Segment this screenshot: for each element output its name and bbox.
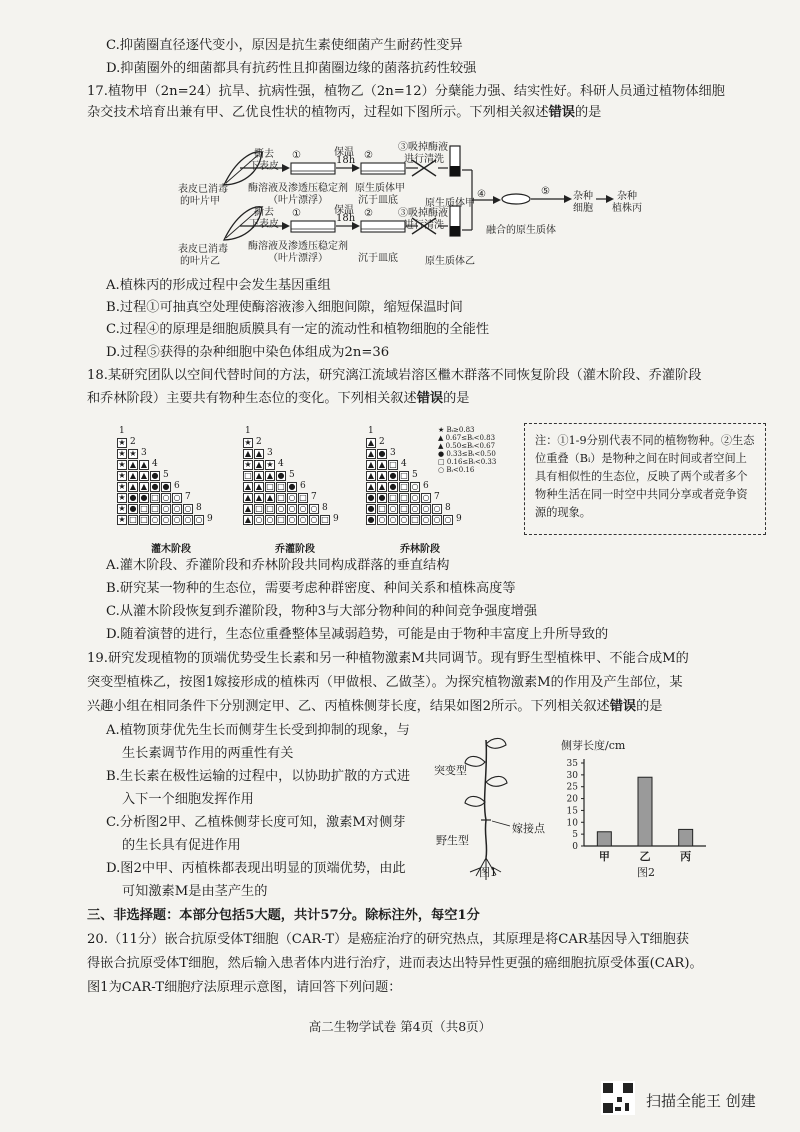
chart-ylabel: 侧芽长度/cm [561, 739, 626, 752]
label-enzyme-top: 酶溶液及渗透压稳定剂 [248, 183, 348, 194]
niche-cell: ▲ [129, 482, 137, 491]
species-number: 1 [368, 426, 374, 436]
label-hybrid-cell: 杂种 [573, 191, 593, 202]
y-tick-label: 30 [566, 770, 578, 781]
niche-cell: ● [378, 449, 386, 458]
niche-cell: ▲ [140, 460, 148, 469]
species-number: 8 [322, 503, 328, 513]
label-keep-bottom: 保温 [334, 205, 354, 216]
q19-option-a-line1: A.植物顶芽优先生长而侧芽生长受到抑制的现象，与 [106, 723, 410, 738]
q19-option-a-line2: 生长素调节作用的两重性有关 [122, 746, 294, 761]
niche-cell: ● [129, 493, 137, 502]
q17-option-c: C.过程④的原理是细胞质膜具有一定的流动性和植物细胞的全能性 [106, 322, 490, 337]
niche-cell: ▲ [255, 471, 263, 480]
niche-cell: ○ [162, 493, 170, 502]
niche-cell: ▲ [129, 471, 137, 480]
niche-cell: ● [367, 515, 375, 524]
niche-cell: ○ [389, 504, 397, 513]
label-sink-bottom: 沉于皿底 [358, 253, 398, 264]
label-step2-top: ② [364, 150, 373, 161]
niche-cell: ○ [184, 515, 192, 524]
page-footer: 高二生物学试卷 第4页（共8页） [308, 1019, 492, 1034]
niche-cell: ○ [184, 504, 192, 513]
label-tear-top: 撕去 [254, 149, 274, 160]
niche-cell: □ [400, 482, 408, 491]
species-number: 3 [390, 448, 396, 458]
legend-entry: ○ Bᵢ<0.16 [438, 466, 475, 474]
label-tear-top-2: 下表皮 [249, 161, 279, 172]
q18-stem-line1: 18.某研究团队以空间代替时间的方法，研究漓江流域岩溶区檵木群落不同恢复阶段（灌木阶段、乔灌阶段 [87, 368, 702, 383]
bar-乙 [638, 777, 652, 846]
niche-cell: ○ [266, 515, 274, 524]
legend-entry: ● 0.33≤Bᵢ<0.50 [438, 450, 496, 458]
label-step3b-top: 进行清洗 [404, 154, 444, 165]
q16-option-d: D.抑菌圈外的细菌都具有抗药性且抑菌圈边缘的菌落抗药性较强 [106, 61, 477, 76]
niche-cell: ▲ [244, 482, 252, 491]
q18-error-keyword: 错误 [416, 391, 444, 406]
niche-cell: ● [140, 493, 148, 502]
niche-cell: ○ [422, 515, 430, 524]
x-tick-label: 乙 [639, 850, 651, 863]
niche-cell: ○ [411, 493, 419, 502]
niche-cell: ★ [118, 438, 126, 447]
section3-title: 三、非选择题：本部分包括5大题，共计57分。除标注外，每空1分 [87, 908, 480, 923]
q19-stem-line2: 突变型植株乙，按图1嫁接形成的植株丙（甲做根、乙做茎）。为探究植物激素M的作用及产生部位，某 [87, 675, 683, 690]
niche-cell: □ [389, 460, 397, 469]
niche-cell: ○ [411, 504, 419, 513]
label-hybrid-plant-2: 植株丙 [612, 203, 642, 214]
niche-cell: ▲ [378, 460, 386, 469]
niche-cell: ○ [288, 504, 296, 513]
label-hybrid-plant: 杂种 [617, 191, 637, 202]
niche-cell: ○ [411, 482, 419, 491]
niche-cell: ● [389, 482, 397, 491]
label-sink-top: 沉于皿底 [358, 195, 398, 206]
label-soak-bottom: （叶片漂浮） [268, 253, 328, 264]
label-tear-bottom-2: 下表皮 [249, 219, 279, 230]
species-number: 8 [196, 503, 202, 513]
niche-cell: □ [277, 515, 285, 524]
niche-cell: ○ [310, 515, 318, 524]
niche-cell: ● [277, 471, 285, 480]
niche-cell: □ [400, 471, 408, 480]
label-step2-bottom: ② [364, 208, 373, 219]
niche-cell: ★ [118, 504, 126, 513]
niche-cell: □ [400, 493, 408, 502]
label-proto-a-2: 原生质体甲 [425, 198, 475, 209]
niche-cell: ○ [162, 504, 170, 513]
q19-error-keyword: 错误 [609, 699, 637, 714]
niche-cell: ● [129, 504, 137, 513]
q17-option-d: D.过程⑤获得的杂种细胞中染色体组成为2n=36 [106, 345, 390, 360]
q18-stem-line2: 和乔林阶段）主要共有物种生态位的变化。下列相关叙述错误的是 [87, 391, 470, 406]
species-number: 2 [379, 437, 385, 447]
niche-cell: ○ [299, 515, 307, 524]
scanner-brand: 扫描全能王 创建 [646, 1092, 756, 1110]
species-number: 9 [456, 514, 462, 524]
niche-cell: □ [400, 504, 408, 513]
species-number: 5 [289, 470, 295, 480]
y-tick-label: 15 [566, 806, 578, 817]
niche-cell: □ [151, 504, 159, 513]
label-soak-top: （叶片漂浮） [268, 195, 328, 206]
niche-cell: ○ [255, 515, 263, 524]
niche-cell: ● [367, 504, 375, 513]
niche-cell: ★ [244, 460, 252, 469]
niche-cell: ○ [173, 493, 181, 502]
y-tick-label: 25 [566, 782, 578, 793]
niche-cell: □ [266, 482, 274, 491]
niche-cell: ▲ [367, 482, 375, 491]
label-leaf-b: 表皮已消毒 [178, 244, 228, 255]
q19-option-b-line2: 入下一个细胞发挥作用 [122, 792, 254, 807]
niche-cell: ○ [422, 493, 430, 502]
niche-cell: ○ [173, 515, 181, 524]
species-number: 7 [185, 492, 191, 502]
niche-cell: □ [411, 515, 419, 524]
q20-line1: 20.（11分）嵌合抗原受体T细胞（CAR-T）是癌症治疗的研究热点，其原理是将CAR基因导入T细胞获 [87, 932, 689, 947]
niche-cell: ★ [118, 515, 126, 524]
species-number: 2 [256, 437, 262, 447]
niche-cell: □ [321, 515, 329, 524]
niche-cell: ▲ [244, 493, 252, 502]
niche-cell: ★ [118, 460, 126, 469]
niche-cell: ● [378, 493, 386, 502]
niche-cell: ○ [444, 515, 452, 524]
q17-stem-line1: 17.植物甲（2n=24）抗旱、抗病性强，植物乙（2n=12）分蘖能力强、结实性好。科研人员通过植物体细胞 [87, 84, 725, 99]
niche-cell: ▲ [244, 504, 252, 513]
niche-cell: □ [277, 493, 285, 502]
niche-cell: ○ [310, 504, 318, 513]
niche-cell: □ [129, 515, 137, 524]
niche-cell: □ [378, 504, 386, 513]
niche-cell: ○ [162, 515, 170, 524]
niche-cell: ○ [422, 504, 430, 513]
label-fused: 融合的原生质体 [486, 225, 556, 236]
species-number: 5 [163, 470, 169, 480]
qr-code-icon [601, 1081, 635, 1115]
q19-option-d-line1: D.图2中甲、丙植株都表现出明显的顶端优势，由此 [106, 861, 406, 876]
niche-cell: □ [151, 493, 159, 502]
niche-cell: ● [367, 493, 375, 502]
q19-option-c-line1: C.分析图2甲、乙植株侧芽长度可知，激素M对侧芽 [106, 815, 406, 830]
y-tick-label: 35 [566, 759, 578, 769]
q18-option-c: C.从灌木阶段恢复到乔灌阶段，物种3与大部分物种间的种间竞争强度增强 [106, 604, 538, 619]
species-number: 5 [412, 470, 418, 480]
species-number: 6 [423, 481, 429, 491]
q16-option-c: C.抑菌圈直径逐代变小，原因是抗生素使细菌产生耐药性变异 [106, 38, 463, 53]
niche-cell: ▲ [255, 449, 263, 458]
niche-cell: ▲ [140, 471, 148, 480]
niche-cell: ▲ [266, 493, 274, 502]
species-number: 7 [311, 492, 317, 502]
niche-cell: ▲ [140, 482, 148, 491]
q18-note: 注：①1-9分别代表不同的植物物种。②生态位重叠（Bᵢ）是物种之间在时间或者空间上具有相似性的生态位，反映了两个或者多个物种生活在同一时空中共同分享或者竞争资源的现象。 [524, 423, 766, 535]
species-number: 4 [401, 459, 407, 469]
niche-cell: ★ [244, 438, 252, 447]
q17-error-keyword: 错误 [548, 105, 575, 120]
niche-cell: ▲ [367, 471, 375, 480]
niche-cell: □ [266, 504, 274, 513]
niche-cell: □ [277, 482, 285, 491]
fig1-caption: 图1 [479, 866, 497, 879]
y-tick-label: 5 [572, 830, 578, 841]
niche-cell: ▲ [255, 482, 263, 491]
x-tick-label: 甲 [598, 850, 610, 863]
niche-cell: ▲ [378, 482, 386, 491]
niche-cell: □ [244, 471, 252, 480]
stage-label-tree-shrub: 乔灌阶段 [275, 544, 315, 555]
stage-label-tree: 乔林阶段 [400, 544, 440, 555]
legend-entry: ▲ 0.67≤Bᵢ<0.83 [438, 434, 496, 442]
species-number: 1 [245, 426, 251, 436]
species-number: 1 [119, 426, 125, 436]
niche-cell: ○ [277, 504, 285, 513]
species-number: 6 [174, 481, 180, 491]
q19-option-c-line2: 的生长具有促进作用 [122, 838, 241, 853]
q18-option-d: D.随着演替的进行，生态位重叠整体呈减弱趋势，可能是由于物种丰富度上升所导致的 [106, 627, 609, 642]
y-tick-label: 0 [572, 842, 578, 852]
q19-stem-line3: 兴趣小组在相同条件下分别测定甲、乙、丙植株侧芽长度，结果如图2所示。下列相关叙述错误的是 [87, 699, 663, 714]
niche-cell: ○ [195, 515, 203, 524]
niche-cell: ▲ [367, 460, 375, 469]
species-number: 2 [130, 437, 136, 447]
label-keep-bottom-2: 18h [336, 213, 356, 224]
niche-cell: □ [140, 515, 148, 524]
q20-line3: 图1为CAR-T细胞疗法原理示意图，请回答下列问题： [87, 980, 402, 995]
niche-cell: ○ [433, 515, 441, 524]
niche-cell: ○ [288, 493, 296, 502]
chart-caption: 图2 [637, 866, 655, 879]
species-number: 3 [141, 448, 147, 458]
niche-cell: ★ [266, 460, 274, 469]
species-number: 9 [333, 514, 339, 524]
niche-cell: □ [389, 493, 397, 502]
species-number: 7 [434, 492, 440, 502]
niche-cell: ○ [433, 504, 441, 513]
fig1-mutant-label: 突变型 [434, 764, 467, 777]
legend-entry: ▲ 0.50≤Bᵢ<0.67 [438, 442, 496, 450]
x-tick-label: 丙 [680, 850, 692, 863]
label-hybrid-cell-2: 细胞 [573, 203, 593, 214]
niche-cell: ○ [299, 504, 307, 513]
label-step1-top: ① [292, 150, 301, 161]
label-step3-top: ③吸掉酶液 [398, 142, 448, 153]
niche-cell: ▲ [244, 449, 252, 458]
niche-cell: ▲ [255, 493, 263, 502]
label-step3-bottom: ③吸掉酶液 [398, 208, 448, 219]
q19-stem-line1: 19.研究发现植物的顶端优势受生长素和另一种植物激素M共同调节。现有野生型植株甲、不能合成M的 [87, 651, 689, 666]
niche-cell: ★ [118, 482, 126, 491]
niche-cell: ● [151, 471, 159, 480]
species-number: 4 [152, 459, 158, 469]
legend-entry: ★ Bᵢ≥0.83 [438, 426, 475, 434]
y-tick-label: 10 [566, 818, 578, 829]
label-leaf-b-2: 的叶片乙 [180, 256, 220, 267]
niche-cell: ★ [118, 449, 126, 458]
fig1-graft-label: 嫁接点 [512, 822, 545, 835]
niche-cell: ▲ [367, 438, 375, 447]
species-number: 9 [207, 514, 213, 524]
label-keep-top-2: 18h [336, 155, 356, 166]
niche-cell: □ [299, 493, 307, 502]
q17-option-a: A.植株丙的形成过程中会发生基因重组 [106, 278, 331, 293]
legend-entry: □ 0.16≤Bᵢ<0.33 [438, 458, 497, 466]
label-proto-a: 原生质体甲 [355, 183, 405, 194]
fig1-wild-label: 野生型 [436, 834, 469, 847]
niche-cell: ○ [173, 504, 181, 513]
niche-cell: □ [140, 504, 148, 513]
niche-cell: ▲ [367, 449, 375, 458]
bar-丙 [679, 829, 693, 846]
niche-cell: □ [255, 504, 263, 513]
niche-cell: ● [389, 471, 397, 480]
label-enzyme-bottom: 酶溶液及渗透压稳定剂 [248, 241, 348, 252]
niche-cell: ▲ [266, 471, 274, 480]
niche-cell: ▲ [255, 460, 263, 469]
niche-cell: ○ [151, 515, 159, 524]
q17-option-b: B.过程①可抽真空处理使酶溶液渗入细胞间隙，缩短保温时间 [106, 300, 463, 315]
niche-cell: ○ [288, 515, 296, 524]
q18-option-a: A.灌木阶段、乔灌阶段和乔林阶段共同构成群落的垂直结构 [106, 558, 450, 573]
bar-甲 [597, 832, 611, 846]
species-number: 4 [278, 459, 284, 469]
niche-cell: ★ [118, 471, 126, 480]
q19-option-b-line1: B.生长素在极性运输的过程中，以协助扩散的方式进 [106, 769, 411, 784]
label-proto-b: 原生质体乙 [425, 256, 475, 267]
label-step3b-bottom: 进行清洗 [404, 220, 444, 231]
y-tick-label: 20 [566, 794, 578, 805]
niche-cell: ★ [129, 449, 137, 458]
species-number: 8 [445, 503, 451, 513]
label-leaf-a-2: 的叶片甲 [180, 196, 220, 207]
niche-cell: ▲ [129, 460, 137, 469]
niche-cell: ▲ [378, 471, 386, 480]
label-step4: ④ [477, 189, 486, 200]
label-tear-bottom: 撕去 [254, 207, 274, 218]
niche-cell: ● [288, 482, 296, 491]
niche-cell: ○ [389, 515, 397, 524]
species-number: 6 [300, 481, 306, 491]
stage-label-shrub: 灌木阶段 [151, 544, 191, 555]
niche-cell: ● [151, 482, 159, 491]
q18-option-b: B.研究某一物种的生态位，需要考虑种群密度、种间关系和植株高度等 [106, 581, 516, 596]
niche-cell: ○ [400, 515, 408, 524]
niche-cell: ● [162, 482, 170, 491]
species-number: 3 [267, 448, 273, 458]
q20-line2: 得嵌合抗原受体T细胞，然后输入患者体内进行治疗，进而表达出特异性更强的癌细胞抗原受体蛋(CAR)。 [87, 956, 703, 971]
niche-cell: ○ [378, 515, 386, 524]
q19-option-d-line2: 可知激素M是由茎产生的 [122, 884, 268, 899]
niche-cell: ★ [118, 493, 126, 502]
label-keep-top: 保温 [334, 147, 354, 158]
label-leaf-a: 表皮已消毒 [178, 184, 228, 195]
label-step1-bottom: ① [292, 208, 301, 219]
label-step5: ⑤ [541, 186, 550, 197]
niche-cell: ▲ [244, 515, 252, 524]
q17-stem-line2: 杂交技术培育出兼有甲、乙优良性状的植物丙，过程如下图所示。下列相关叙述错误的是 [87, 105, 602, 120]
